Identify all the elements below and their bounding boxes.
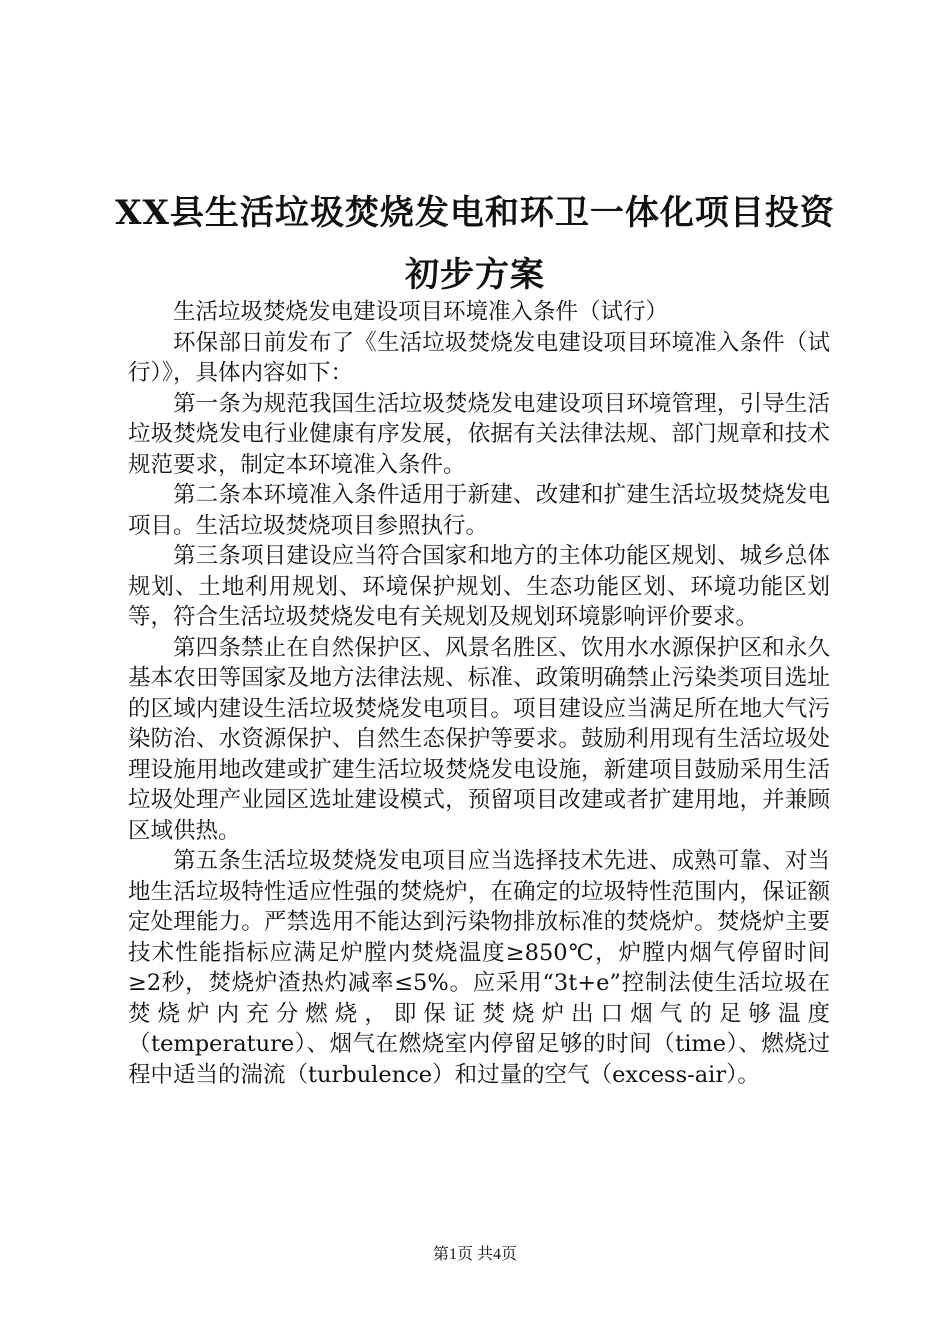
paragraph-article-5: 第五条生活垃圾焚烧发电项目应当选择技术先进、成熟可靠、对当地生活垃圾特性适应性强的焚烧炉，在确定的垃圾特性范围内，保证额定处理能力。严禁选用不能达到污染物排放标准的焚烧炉。焚烧炉主要技术性能指标应满足炉膛内焚烧温度≥850℃，炉膛内烟气停留时间≥2秒，焚烧炉渣热灼减率≤5%。应采用“3t+e”控制法使生活垃圾在焚烧炉内充分燃烧，即保证焚烧炉出口烟气的足够温度（temperature）、烟气在燃烧室内停留足够的时间（time）、燃烧过程中适当的湍流（turbulence）和过量的空气（excess-air）。 <box>128 848 830 1088</box>
document-title: XX县生活垃圾焚烧发电和环卫一体化项目投资初步方案 <box>115 193 835 295</box>
paragraph-article-3: 第三条项目建设应当符合国家和地方的主体功能区规划、城乡总体规划、土地利用规划、环境保护规划、生态功能区划、环境功能区划等，符合生活垃圾焚烧发电有关规划及规划环境影响评价要求。 <box>128 543 830 630</box>
paragraph-heading: 生活垃圾焚烧发电建设项目环境准入条件（试行） <box>173 299 669 325</box>
document-body <box>128 297 830 1090</box>
paragraph-intro: 环保部日前发布了《生活垃圾焚烧发电建设项目环境准入条件（试行）》，具体内容如下： <box>128 329 830 386</box>
paragraph-article-2: 第二条本环境准入条件适用于新建、改建和扩建生活垃圾焚烧发电项目。生活垃圾焚烧项目参照执行。 <box>128 482 830 539</box>
page-footer: 第1页 共4页 <box>432 1246 517 1263</box>
paragraph-article-4: 第四条禁止在自然保护区、风景名胜区、饮用水水源保护区和永久基本农田等国家及地方法律法规、标准、政策明确禁止污染类项目选址的区域内建设生活垃圾焚烧发电项目。项目建设应当满足所在地大气污染防治、水资源保护、自然生态保护等要求。鼓励利用现有生活垃圾处理设施用地改建或扩建生活垃圾焚烧发电设施，新建项目鼓励采用生活垃圾处理产业园区选址建设模式，预留项目改建或者扩建用地，并兼顾区域供热。 <box>128 634 830 844</box>
paragraph-article-1: 第一条为规范我国生活垃圾焚烧发电建设项目环境管理，引导生活垃圾焚烧发电行业健康有序发展，依据有关法律法规、部门规章和技术规范要求，制定本环境准入条件。 <box>128 390 830 478</box>
